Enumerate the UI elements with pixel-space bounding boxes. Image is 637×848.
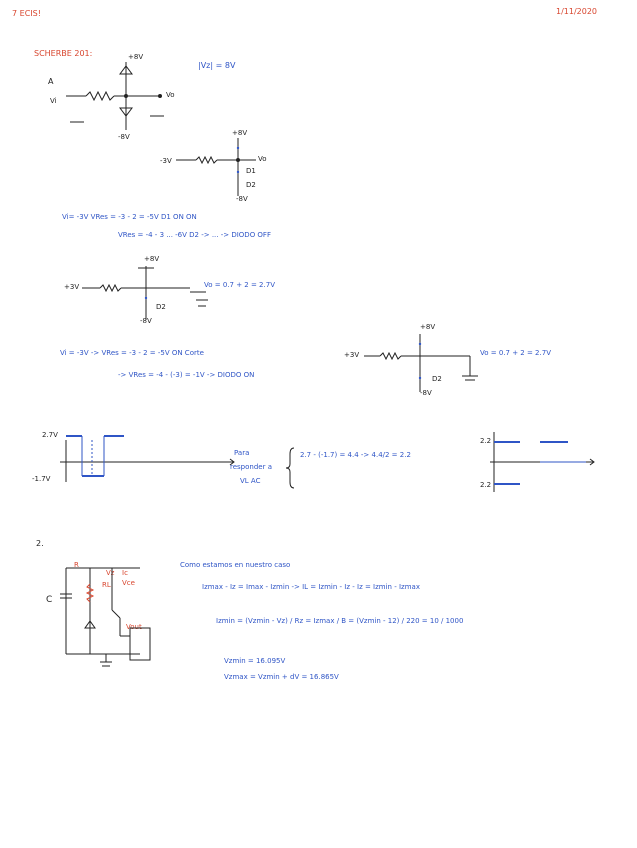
circuit3: [82, 266, 208, 320]
analysis1-line1: Vi= -3V VRes = -3 - 2 = -5V D1 ON ON: [62, 213, 197, 221]
circuit2-d1: D1: [246, 167, 256, 175]
rl-label: RL: [102, 581, 111, 589]
circuit4-bottom: -8V: [420, 389, 432, 397]
mid-line2: responder a: [230, 463, 272, 471]
graph1-axes: [60, 436, 234, 482]
circuit2-top: +8V: [232, 129, 248, 137]
eq3: Vzmin = 16.095V: [224, 657, 286, 665]
vo-label: Vo: [166, 91, 175, 99]
circuit4-vo: Vo = 0.7 + 2 = 2.7V: [480, 349, 551, 357]
circuit1: [66, 62, 164, 130]
graph2-axes: [490, 432, 594, 492]
vz-note: |Vz| = 8V: [198, 61, 236, 70]
header-left: 7 ECIS!: [12, 9, 41, 18]
vce-label: Vce: [122, 579, 135, 587]
mid-line1: Para: [234, 449, 250, 457]
circuit3-vo: Vo = 0.7 + 2 = 2.7V: [204, 281, 275, 289]
circuit2-in: -3V: [160, 157, 172, 165]
circuit4-d: D2: [432, 375, 442, 383]
circuit2-d2: D2: [246, 181, 256, 189]
node-a: A: [48, 77, 54, 86]
circuit3-top: +8V: [144, 255, 160, 263]
analysis2-line2: -> VRes = -4 - (-3) = -1V -> DIODO ON: [118, 371, 255, 379]
minus8v-label: -8V: [118, 133, 130, 141]
vz-label: Vz: [106, 569, 115, 577]
node-vi: Vi: [50, 97, 57, 105]
eq4: Vzmax = Vzmin + dV = 16.865V: [224, 673, 339, 681]
section2-num: 2.: [36, 539, 44, 548]
eq1: Izmax - Iz = Imax - Izmin -> IL = Izmin - Iz - Iz = Izmin - Izmax: [202, 583, 420, 591]
section1-title: SCHERBE 201:: [34, 49, 93, 58]
circuit3-bottom: -8V: [140, 317, 152, 325]
eq2: Izmin = (Vzmin - Vz) / Rz = Izmax / B = (Vzmin - 12) / 220 = 10 / 1000: [216, 617, 464, 625]
analysis2-line1: Vi = -3V -> VRes = -3 - 2 = -5V ON Corte: [60, 349, 204, 357]
note1: Como estamos en nuestro caso: [180, 561, 291, 569]
out-label: Vout: [126, 623, 142, 631]
cap-label: C: [46, 595, 53, 605]
circuit2-vo: Vo: [258, 155, 267, 163]
mid-formula: 2.7 - (-1.7) = 4.4 -> 4.4/2 = 2.2: [300, 451, 411, 459]
circuit4-in: +3V: [344, 351, 360, 359]
plus8v-label: +8V: [128, 53, 144, 61]
circuit3-d: D2: [156, 303, 166, 311]
circuit3-in: +3V: [64, 283, 80, 291]
graph1-ybottom: -1.7V: [32, 475, 51, 483]
graph2-ybottom: 2.2: [480, 481, 492, 489]
graph1-ytop: 2.7V: [42, 431, 58, 439]
analysis1-line2: VRes = -4 - 3 ... -6V D2 -> ... -> DIODO OFF: [118, 231, 271, 239]
circuit2-bottom: -8V: [236, 195, 248, 203]
header-right: 1/11/2020: [556, 7, 598, 16]
circuit5: [60, 568, 150, 666]
circuit2: [176, 138, 256, 196]
r-label: R: [74, 561, 79, 569]
brace: [286, 448, 294, 488]
circuit4-top: +8V: [420, 323, 436, 331]
mid-line3: VL AC: [240, 477, 261, 485]
graph2-ytop: 2.2: [480, 437, 492, 445]
ic-label: Ic: [122, 569, 128, 577]
circuit4: [364, 334, 478, 392]
